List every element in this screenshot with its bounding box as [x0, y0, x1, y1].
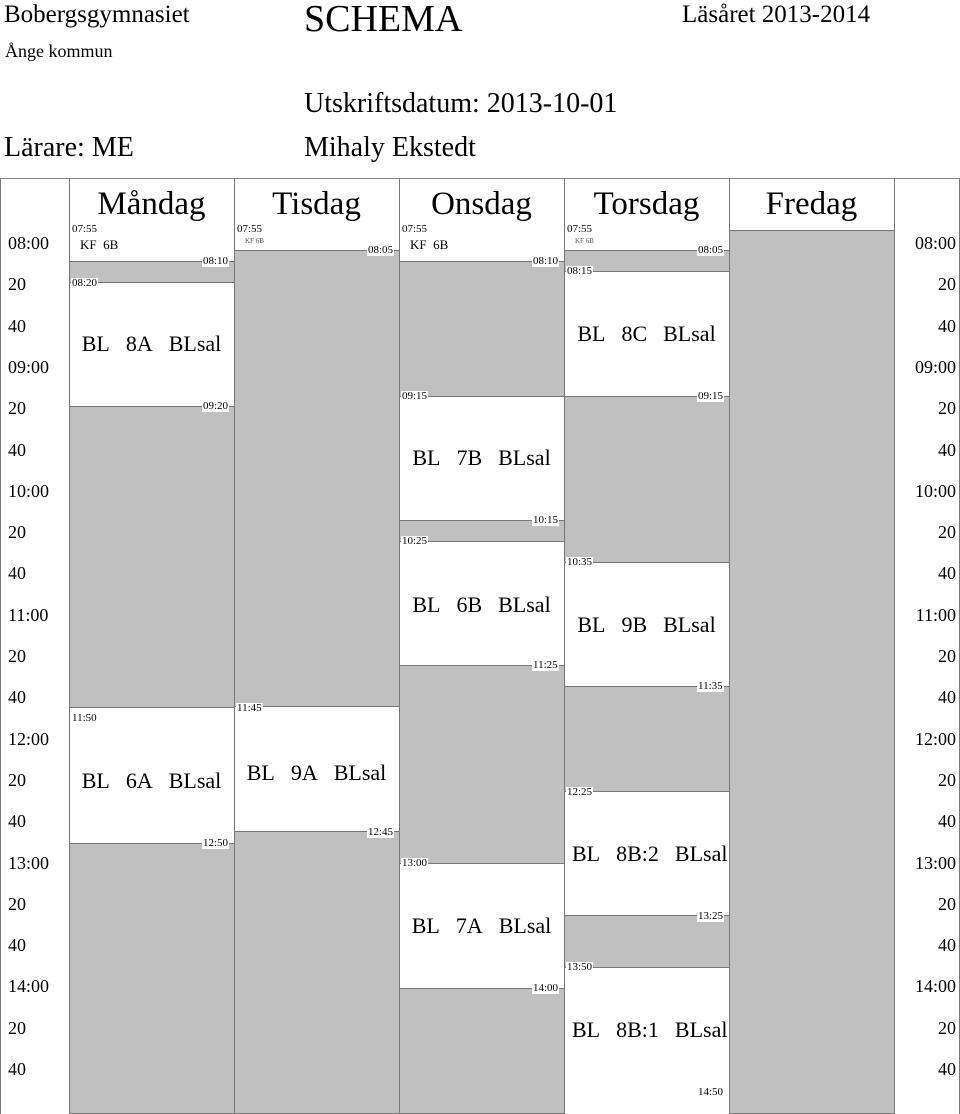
time-axis-label: 13:00	[914, 853, 956, 873]
day-header-tuesday: Tisdag	[272, 186, 361, 222]
time-label: 13:00	[402, 857, 428, 869]
time-axis-label: 20	[8, 522, 26, 542]
lesson-bl-9b[interactable]	[564, 614, 729, 636]
time-label: 07:55	[567, 223, 593, 235]
time-axis-label: 09:00	[914, 357, 956, 377]
room-code: BLsal	[333, 760, 387, 785]
time-axis-label: 40	[938, 440, 956, 460]
course-code: KF	[80, 237, 97, 252]
time-label: 08:05	[698, 244, 724, 256]
time-axis-label: 20	[938, 1018, 956, 1038]
time-label: 14:50	[698, 1086, 724, 1098]
time-axis-label: 14:00	[8, 976, 50, 996]
room-code: BLsal	[168, 768, 222, 793]
time-label: 10:15	[533, 514, 559, 526]
time-axis-label: 20	[938, 770, 956, 790]
time-label: 08:15	[567, 265, 593, 277]
time-label: 07:55	[402, 223, 428, 235]
time-axis-label: 40	[8, 1059, 26, 1079]
time-axis-label: 11:00	[915, 605, 956, 625]
course-code: BL	[246, 760, 275, 785]
lesson-code-small: KF 6B	[575, 237, 594, 245]
course-code: BL	[81, 331, 110, 356]
time-label: 13:50	[567, 961, 593, 973]
group-code: 6A	[125, 768, 153, 793]
group-code: 8B:1	[616, 1017, 659, 1042]
lesson-bl-9a[interactable]	[234, 762, 399, 784]
time-axis-label: 40	[8, 440, 26, 460]
group-code: 8A	[125, 331, 153, 356]
free-slot	[69, 843, 234, 1114]
teacher-label: Lärare: ME	[4, 132, 134, 163]
free-slot	[729, 230, 894, 1114]
free-slot	[69, 406, 234, 708]
time-axis-label: 40	[8, 563, 26, 583]
time-label: 13:25	[698, 910, 724, 922]
time-label: 12:45	[368, 826, 394, 838]
lesson-code	[410, 238, 448, 251]
time-label: 11:25	[533, 659, 558, 671]
time-axis-label: 14:00	[914, 976, 956, 996]
lesson-bl-8a[interactable]	[69, 333, 234, 355]
lesson-code-small: KF 6B	[245, 237, 264, 245]
time-axis-label: 40	[8, 935, 26, 955]
group-code: 8B:2	[616, 841, 659, 866]
time-axis-label: 08:00	[8, 233, 50, 253]
time-axis-label: 20	[8, 894, 26, 914]
free-slot	[564, 396, 729, 563]
time-axis-label: 10:00	[8, 481, 50, 501]
time-axis-label: 09:00	[8, 357, 50, 377]
group-code: 8C	[621, 321, 648, 346]
day-header-wednesday: Onsdag	[431, 186, 532, 222]
day-header-thursday: Torsdag	[593, 186, 700, 222]
time-axis-label: 40	[8, 687, 26, 707]
free-slot	[399, 261, 564, 397]
free-slot	[234, 250, 399, 707]
room-code: BLsal	[498, 445, 551, 470]
time-label: 09:15	[402, 390, 428, 402]
room-code: BLsal	[674, 841, 728, 866]
time-axis-label: 20	[938, 274, 956, 294]
time-axis-label: 40	[8, 316, 26, 336]
time-axis-label: 40	[938, 687, 956, 707]
municipality-name: Ånge kommun	[5, 41, 113, 61]
time-label: 09:20	[203, 400, 229, 412]
day-header-monday: Måndag	[97, 186, 206, 222]
time-axis-label: 20	[938, 398, 956, 418]
time-axis-label: 20	[8, 770, 26, 790]
lesson-bl-6b[interactable]	[399, 594, 564, 616]
group-code: 7B	[456, 445, 483, 470]
time-label: 14:00	[533, 982, 559, 994]
time-label: 08:20	[72, 277, 98, 289]
time-label: 12:50	[203, 837, 229, 849]
room-code: BLsal	[674, 1017, 728, 1042]
course-code: BL	[412, 592, 441, 617]
time-label: 12:25	[567, 786, 593, 798]
time-axis-label: 11:00	[8, 605, 49, 625]
free-slot	[564, 686, 729, 792]
free-slot	[399, 665, 564, 864]
time-label: 11:50	[72, 712, 97, 724]
lesson-bl-7a[interactable]	[399, 915, 564, 937]
time-label: 09:15	[698, 390, 724, 402]
lesson-bl-6a[interactable]	[69, 770, 234, 792]
lesson-bl-8b2[interactable]	[564, 843, 729, 865]
time-axis-label: 40	[8, 811, 26, 831]
lesson-bl-7b[interactable]	[399, 447, 564, 469]
group-code: 9B	[621, 612, 648, 637]
course-code: BL	[412, 445, 441, 470]
group-code: 6B	[433, 237, 449, 252]
lesson-code	[80, 238, 118, 251]
course-code: BL	[577, 321, 606, 346]
time-axis-label: 20	[8, 274, 26, 294]
room-code: BLsal	[663, 612, 716, 637]
group-code: 9A	[290, 760, 318, 785]
room-code: BLsal	[168, 331, 222, 356]
teacher-name: Mihaly Ekstedt	[304, 132, 476, 163]
time-axis-label: 20	[938, 522, 956, 542]
time-label: 08:10	[533, 255, 559, 267]
time-axis-label: 20	[938, 894, 956, 914]
room-code: BLsal	[498, 592, 551, 617]
group-code: 6B	[103, 237, 119, 252]
time-axis-label: 20	[8, 398, 26, 418]
time-label: 08:05	[368, 244, 394, 256]
free-slot	[399, 988, 564, 1114]
group-code: 6B	[456, 592, 483, 617]
course-code: BL	[572, 1017, 601, 1042]
time-label: 10:35	[567, 556, 593, 568]
time-label: 07:55	[72, 223, 98, 235]
time-axis-label: 40	[938, 563, 956, 583]
room-code: BLsal	[498, 913, 552, 938]
time-label: 10:25	[402, 535, 428, 547]
course-code: BL	[81, 768, 110, 793]
time-axis-label: 20	[8, 1018, 26, 1038]
lesson-bl-8c[interactable]	[564, 323, 729, 345]
lesson-bl-8b1[interactable]	[564, 1019, 729, 1041]
time-axis-label: 13:00	[8, 853, 50, 873]
room-code: BLsal	[663, 321, 716, 346]
print-date: Utskriftsdatum: 2013-10-01	[304, 88, 618, 119]
time-label: 11:35	[698, 680, 723, 692]
course-code: BL	[577, 612, 606, 637]
time-axis-label: 40	[938, 935, 956, 955]
course-code: BL	[572, 841, 601, 866]
page-title: SCHEMA	[304, 0, 463, 40]
time-label: 11:45	[237, 702, 262, 714]
time-label: 08:10	[203, 255, 229, 267]
course-code: BL	[411, 913, 440, 938]
time-axis-label: 20	[8, 646, 26, 666]
time-axis-label: 10:00	[914, 481, 956, 501]
time-axis-label: 40	[938, 1059, 956, 1079]
time-axis-label: 08:00	[914, 233, 956, 253]
group-code: 7A	[455, 913, 483, 938]
time-axis-label: 20	[938, 646, 956, 666]
time-label: 07:55	[237, 223, 263, 235]
school-year: Läsåret 2013-2014	[682, 1, 871, 28]
time-axis-label: 40	[938, 316, 956, 336]
time-axis-label: 12:00	[914, 729, 956, 749]
free-slot	[234, 831, 399, 1114]
school-name: Bobergsgymnasiet	[4, 1, 190, 28]
time-axis-label: 12:00	[8, 729, 50, 749]
day-header-friday: Fredag	[765, 186, 858, 222]
time-axis-label: 40	[938, 811, 956, 831]
course-code: KF	[410, 237, 427, 252]
